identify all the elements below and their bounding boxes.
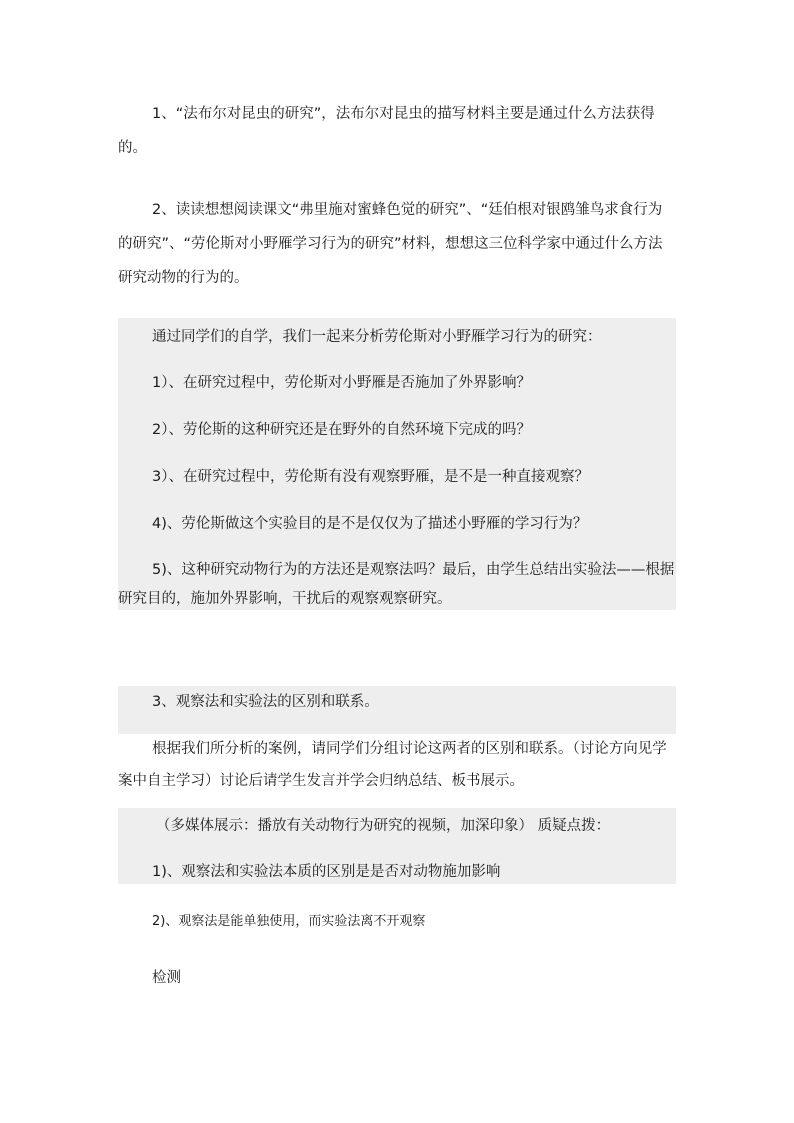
analysis-item-3: 3）、在研究过程中，劳伦斯有没有观察野雁，是不是一种直接观察？ bbox=[152, 469, 589, 485]
q3-title: 3、观察法和实验法的区别和联系。 bbox=[152, 694, 379, 710]
analysis-item-2: 2）、劳伦斯的这种研究还是在野外的自然环境下完成的吗？ bbox=[152, 422, 531, 438]
analysis-item-1: 1）、在研究过程中，劳伦斯对小野雁是否施加了外界影响？ bbox=[152, 375, 531, 391]
q3-point-1: 1)、观察法和实验法本质的区别是是否对动物施加影响 bbox=[152, 864, 501, 880]
question-2: 2、读读想想阅读课文“弗里施对蜜蜂色觉的研究”、“廷伯根对银鸥雏鸟求食行为的研究”、“劳伦斯对小野雁学习行为的研究”材料，想想这三位科学家中通过什么方法研究动物的行为的。 bbox=[118, 202, 663, 286]
analysis-intro: 通过同学们的自学，我们一起来分析劳伦斯对小野雁学习行为的研究： bbox=[152, 329, 602, 345]
test-heading: 检测 bbox=[152, 970, 181, 986]
analysis-item-5: 5)、这种研究动物行为的方法还是观察法吗？最后，由学生总结出实验法——根据研究目的，施加外界影响，干扰后的观察观察研究。 bbox=[118, 562, 675, 607]
question-1: 1、“法布尔对昆虫的研究”，法布尔对昆虫的描写材料主要是通过什么方法获得的。 bbox=[118, 106, 655, 156]
analysis-item-4: 4)、劳伦斯做这个实验目的是不是仅仅为了描述小野雁的学习行为？ bbox=[152, 516, 588, 532]
q3-point-2: 2)、观察法是能单独使用，而实验法离不开观察 bbox=[152, 914, 426, 929]
q3-media: （多媒体展示：播放有关动物行为研究的视频，加深印象） 质疑点拨： bbox=[156, 818, 611, 834]
q3-discussion: 根据我们所分析的案例，请同学们分组讨论这两者的区别和联系。（讨论方向见学案中自主学习）讨论后请学生发言并学会归纳总结、板书展示。 bbox=[118, 741, 667, 789]
